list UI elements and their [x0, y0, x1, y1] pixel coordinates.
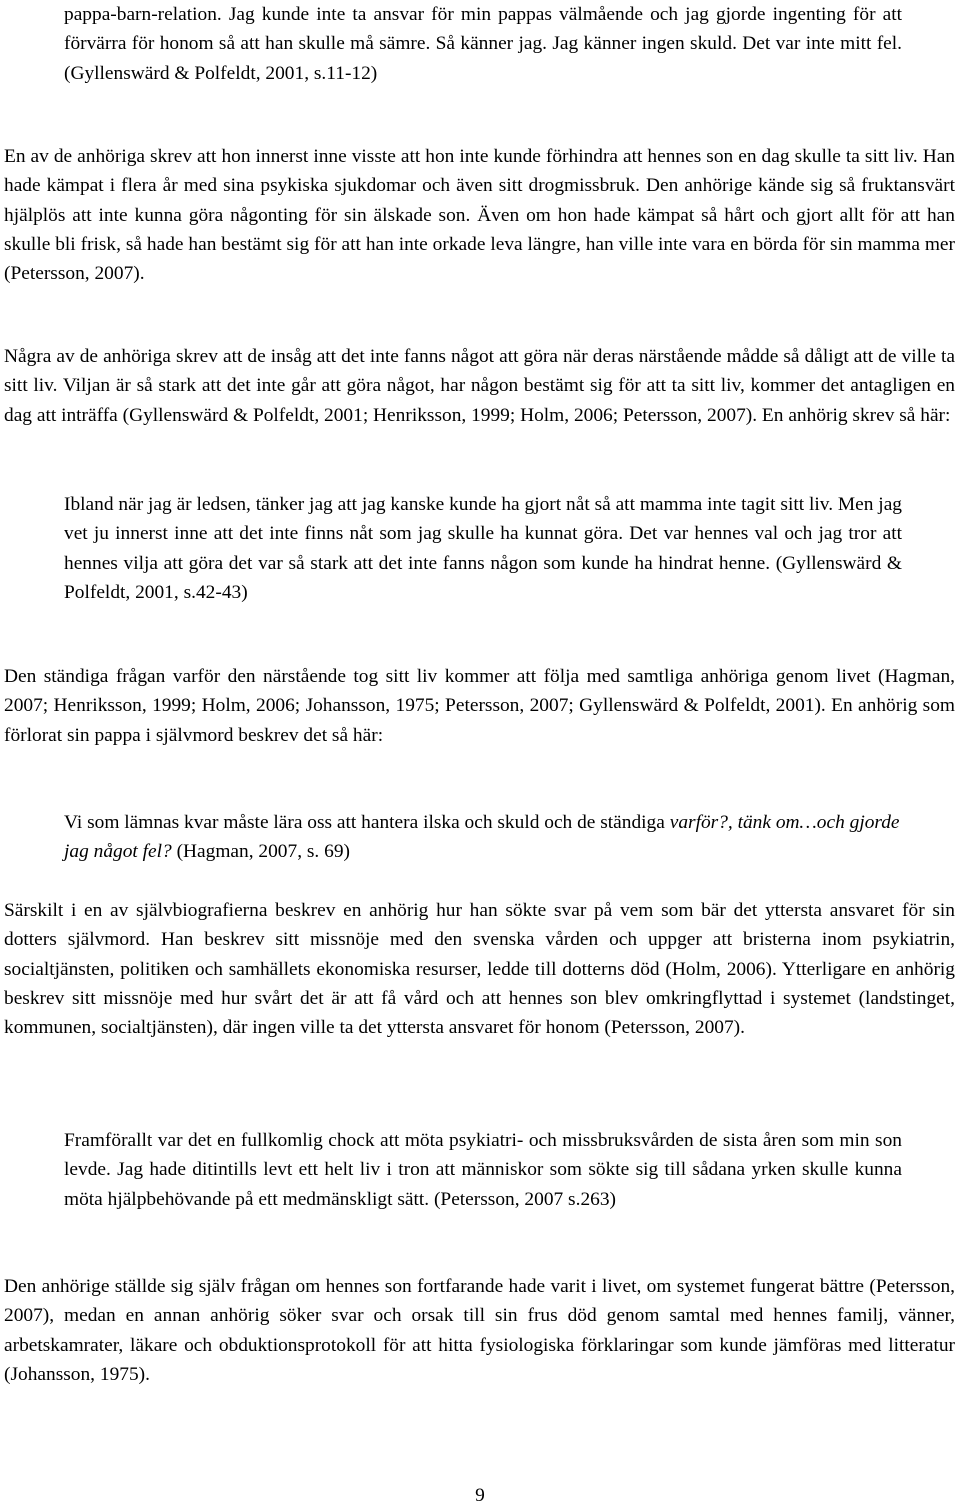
- quote-citation: (Hagman, 2007, s. 69): [171, 841, 350, 863]
- quote-paragraph: [64, 808, 902, 867]
- body-paragraph-5: [4, 1272, 955, 1389]
- quote-paragraph: Ibland när jag är ledsen, tänker jag att jag kanske kunde ha gjort nåt så att mamma inte tagit sitt liv. Men jag vet ju innerst inne att det inte finns nåt som jag skulle ha kunnat göra. Det var hennes val och jag tror att hennes vilja att göra det var så stark att det inte fanns någon som kunde ha hindrat henne. (Gyllenswärd & Polfeldt, 2001, s.42-43): [64, 494, 902, 603]
- body-paragraph-4: [4, 896, 955, 1042]
- quote-paragraph: Framförallt var det en fullkomlig chock att möta psykiatri- och missbruksvården de sista åren som min son levde. Jag hade ditintills levt ett helt liv i tron att människor som sökte sig till sådana yrken skulle kunna möta hjälpbehövande på ett medmänskligt sätt. (Petersson, 2007 s.263): [64, 1130, 902, 1210]
- body-paragraph: Den ständiga frågan varför den närstående tog sitt liv kommer att följa med samtliga anhöriga genom livet (Hagman, 2007; Henriksson, 1999; Holm, 2006; Johansson, 1975; Petersson, 2007; Gyllenswärd & Polfeldt, 2001). En anhörig som förlorat sin pappa i självmord beskrev det så här:: [4, 666, 955, 746]
- quote-italic-text: varför?, tänk om…och gjorde jag något fel?: [64, 812, 900, 863]
- body-paragraph: Den anhörige ställde sig själv frågan om hennes son fortfarande hade varit i livet, om systemet fungerat bättre (Petersson, 2007), medan en annan anhörig söker svar och orsak till sin frus död genom samtal med hennes familj, vänner, arbetskamrater, läkare och obduktionsprotokoll för att hitta fysiologiska förklaringar som kunde jämföras med litteratur (Johansson, 1975).: [4, 1276, 955, 1385]
- body-paragraph: En av de anhöriga skrev att hon innerst inne visste att hon inte kunde förhindra att hennes son en dag skulle ta sitt liv. Han hade kämpat i flera år med sina psykiska sjukdomar och även sitt drogmissbruk. Den anhörige kände sig så fruktansvärt hjälplös att inte kunna göra någonting för sin älskade son. Även om hon hade kämpat så hårt och gjort allt för att han skulle bli frisk, så hade han bestämt sig för att han inte orkade leva längre, han ville inte vara en börda för sin mamma mer (Petersson, 2007).: [4, 146, 955, 285]
- page-number: 9: [475, 1485, 485, 1506]
- block-quote-continued: [64, 0, 902, 88]
- body-paragraph-1: [4, 142, 955, 288]
- body-paragraph-2: [4, 342, 955, 430]
- block-quote-1: [64, 490, 902, 607]
- body-paragraph-3: [4, 662, 955, 750]
- quote-text: Vi som lämnas kvar måste lära oss att hantera ilska och skuld och de ständiga: [64, 812, 665, 833]
- body-paragraph: Några av de anhöriga skrev att de insåg att det inte fanns något att göra när deras närstående mådde så dåligt att de ville ta sitt liv. Viljan är så stark att det inte går att göra något, har någon bestämt sig för att ta sitt liv, kommer det antagligen en dag att inträffa (Gyllenswärd & Polfeldt, 2001; Henriksson, 1999; Holm, 2006; Petersson, 2007). En anhörig skrev så här:: [4, 346, 955, 426]
- block-quote-2: [64, 808, 902, 867]
- block-quote-3: [64, 1126, 902, 1214]
- body-paragraph: Särskilt i en av självbiografierna beskrev en anhörig hur han sökte svar på vem som bär det yttersta ansvaret för sin dotters självmord. Han beskrev sitt missnöje med den svenska vården och uppger att bristerna inom psykiatrin, socialtjänsten, politiken och samhällets ekonomiska resurser, ledde till dotterns död (Holm, 2006). Ytterligare en anhörig beskrev sitt missnöje med hur svårt det är att få vård och att hennes son blev omkringflyttad i systemet (landstinget, kommunen, socialtjänsten), där ingen ville ta det yttersta ansvaret för honom (Petersson, 2007).: [4, 900, 955, 1039]
- quote-paragraph: pappa-barn-relation. Jag kunde inte ta ansvar för min pappas välmående och jag gjorde ingenting för att förvärra för honom så att han skulle må sämre. Så känner jag. Jag känner ingen skuld. Det var inte mitt fel. (Gyllenswärd & Polfeldt, 2001, s.11-12): [64, 4, 902, 84]
